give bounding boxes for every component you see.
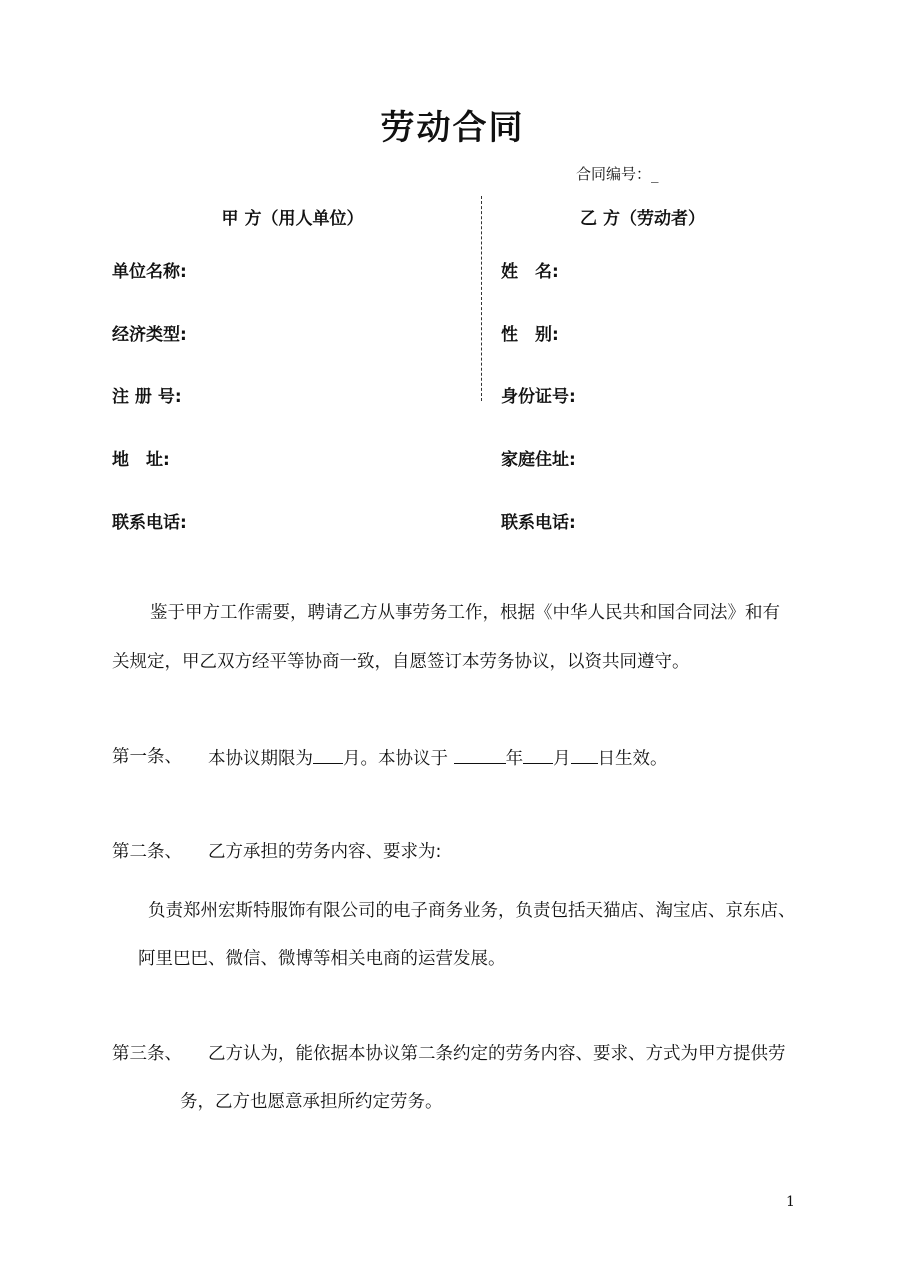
- day-blank: [571, 743, 598, 764]
- party-b-name-label: 姓 名:: [501, 262, 559, 282]
- party-b-gender-label: 性 别:: [501, 325, 559, 345]
- party-b-heading: 乙 方（劳动者）: [580, 209, 705, 229]
- article-1-text-d: 月: [553, 749, 571, 769]
- article-2-detail-line-2: 阿里巴巴、微信、微博等相关电商的运营发展。: [138, 949, 506, 969]
- article-1-text-e: 日生效。: [597, 749, 668, 769]
- article-3-label: 第三条、: [112, 1044, 182, 1064]
- article-2-detail-line-1: 负责郑州宏斯特服饰有限公司的电子商务业务，负责包括天猫店、淘宝店、京东店、: [148, 901, 796, 921]
- party-divider: [481, 196, 482, 401]
- party-a-address-label: 地 址:: [112, 450, 170, 470]
- party-b-phone-label: 联系电话:: [501, 513, 576, 533]
- article-3-text-line-2: 务，乙方也愿意承担所约定劳务。: [180, 1092, 443, 1112]
- article-1-text-c: 年: [505, 749, 524, 769]
- preamble-line-2: 关规定，甲乙双方经平等协商一致，自愿签订本劳务协议，以资共同遵守。: [112, 652, 690, 672]
- contract-number-label: 合同编号：_: [576, 165, 659, 183]
- article-2-label: 第二条、: [112, 842, 182, 862]
- party-a-company-name-label: 单位名称:: [112, 262, 187, 282]
- months-blank: [313, 743, 343, 764]
- month-blank: [523, 743, 553, 764]
- party-a-heading: 甲 方（用人单位）: [221, 209, 364, 229]
- page-number: 1: [786, 1194, 795, 1210]
- article-3-text-line-1: 乙方认为，能依据本协议第二条约定的劳务内容、要求、方式为甲方提供劳: [208, 1044, 786, 1064]
- party-a-registration-label: 注 册 号:: [112, 387, 182, 407]
- article-1-text-b: 月。本协议于: [343, 749, 454, 769]
- party-a-economic-type-label: 经济类型:: [112, 325, 187, 345]
- article-1-label: 第一条、: [112, 747, 182, 767]
- article-2-text: 乙方承担的劳务内容、要求为:: [208, 842, 442, 862]
- party-b-id-label: 身份证号:: [501, 387, 576, 407]
- year-blank: [454, 743, 506, 764]
- article-1-text: [208, 743, 668, 773]
- party-b-address-label: 家庭住址:: [501, 450, 576, 470]
- article-1-text-a: 本协议期限为: [208, 749, 313, 769]
- party-a-phone-label: 联系电话:: [112, 513, 187, 533]
- document-title: 劳动合同: [380, 108, 525, 148]
- preamble-line-1: 鉴于甲方工作需要，聘请乙方从事劳务工作，根据《中华人民共和国合同法》和有: [150, 603, 780, 623]
